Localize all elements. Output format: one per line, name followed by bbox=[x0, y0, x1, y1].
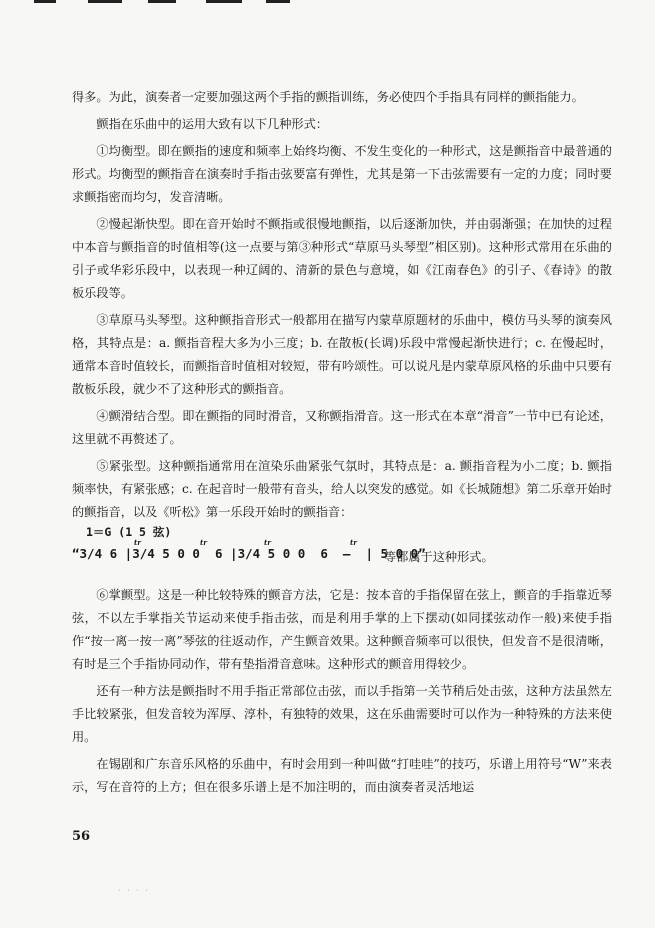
page-number: 56 bbox=[72, 829, 91, 844]
paragraph-knuckle-method: 还有一种方法是颤指时不用手指正常部位击弦，而以手指第一关节稍后处击弦，这种方法虽然左手比较紧张，但发音较为浑厚、淳朴，有独特的效果，这在乐曲需要时可以作为一种特殊的方法来使用。 bbox=[72, 684, 612, 744]
page-text bbox=[72, 86, 612, 799]
scan-mark bbox=[148, 0, 176, 3]
scan-mark bbox=[34, 0, 56, 3]
scan-mark bbox=[206, 0, 242, 3]
footer-dots: · · · · bbox=[118, 886, 150, 895]
paragraph-palm-type: ⑥掌颤型。这是一种比较特殊的颤音方法，它是：按本音的手指保留在弦上，颤音的手指靠近琴弦，不以左手掌指关节运动来使手指击弦，而是利用手掌的上下摆动(如同揉弦动作一般)来使手指作“按一离一按一离”琴弦的往返动作，产生颤音效果。这种颤音频率可以很快，但发音不是很清晰，有时是三个手指协同动作，带有垫指滑音意味。这种形式的颤音用得较少。 bbox=[72, 588, 612, 671]
paragraph-continued: 得多。为此，演奏者一定要加强这两个手指的颤指训练，务必使四个手指具有同样的颤指能力。 bbox=[72, 90, 584, 104]
paragraph-slide-type: ④颤滑结合型。即在颤指的同时滑音，又称颤指滑音。这一形式在本章“滑音”一节中已有论述，这里就不再赘述了。 bbox=[72, 409, 612, 446]
paragraph-wawa-technique: 在锡剧和广东音乐风格的乐曲中，有时会用到一种叫做“打哇哇”的技巧，乐谱上用符号“W”来表示，写在音符的上方；但在很多乐谱上是不加注明的，而由演奏者灵活地运 bbox=[72, 757, 612, 794]
scan-mark bbox=[266, 0, 290, 3]
trill-mark: tr bbox=[200, 538, 207, 547]
paragraph-balanced-type: ①均衡型。即在颤指的速度和频率上始终均衡、不发生变化的一种形式，这是颤指音中最普通的形式。均衡型的颤指音在演奏时手指击弦要富有弹性，尤其是第一下击弦需要有一定的力度；同时要求颤指密而均匀，发音清晰。 bbox=[72, 144, 612, 204]
trill-mark: tr bbox=[264, 538, 271, 547]
scan-mark bbox=[88, 0, 122, 3]
numbered-score: “3/4 6 |3/4 5 0 0 6 |3/4 5 0 0 6 – | 5 0 0” bbox=[72, 546, 426, 561]
music-notation bbox=[72, 526, 612, 576]
score-caption: 等都属于这种形式。 bbox=[384, 550, 494, 564]
paragraph-intro: 颤指在乐曲中的运用大致有以下几种形式： bbox=[96, 117, 328, 131]
key-signature: 1＝G (1 5 弦) bbox=[86, 525, 172, 539]
paragraph-grassland-type: ③草原马头琴型。这种颤指音形式一般都用在描写内蒙草原题材的乐曲中，模仿马头琴的演奏风格，其特点是：a. 颤指音程大多为小三度；b. 在散板(长调)乐段中常慢起渐快进行；c. 在慢起时，通常本音时值较长，而颤指音时值相对较短，带有吟颂性。可以说凡是内蒙草原风格的乐曲中只要有散板乐段，就少不了这种形式的颤指音。 bbox=[72, 313, 612, 396]
trill-mark: tr bbox=[350, 538, 357, 547]
paragraph-tense-type: ⑤紧张型。这种颤指通常用在渲染乐曲紧张气氛时，其特点是：a. 颤指音程为小二度；b. 颤指频率快，有紧张感；c. 在起音时一般带有音头，给人以突发的感觉。如《长城随想》第二乐章开始时的颤指音，以及《听松》第一乐段开始时的颤指音： bbox=[72, 459, 612, 519]
paragraph-slow-start-type: ②慢起渐快型。即在音开始时不颤指或很慢地颤指，以后逐渐加快，并由弱渐强；在加快的过程中本音与颤指音的时值相等(这一点要与第③种形式“草原马头琴型”相区别)。这种形式常用在乐曲的引子或华彩乐段中，以表现一种辽阔的、清新的景色与意境，如《江南春色》的引子、《春诗》的散板乐段等。 bbox=[72, 217, 612, 300]
trill-mark: tr bbox=[134, 538, 141, 547]
